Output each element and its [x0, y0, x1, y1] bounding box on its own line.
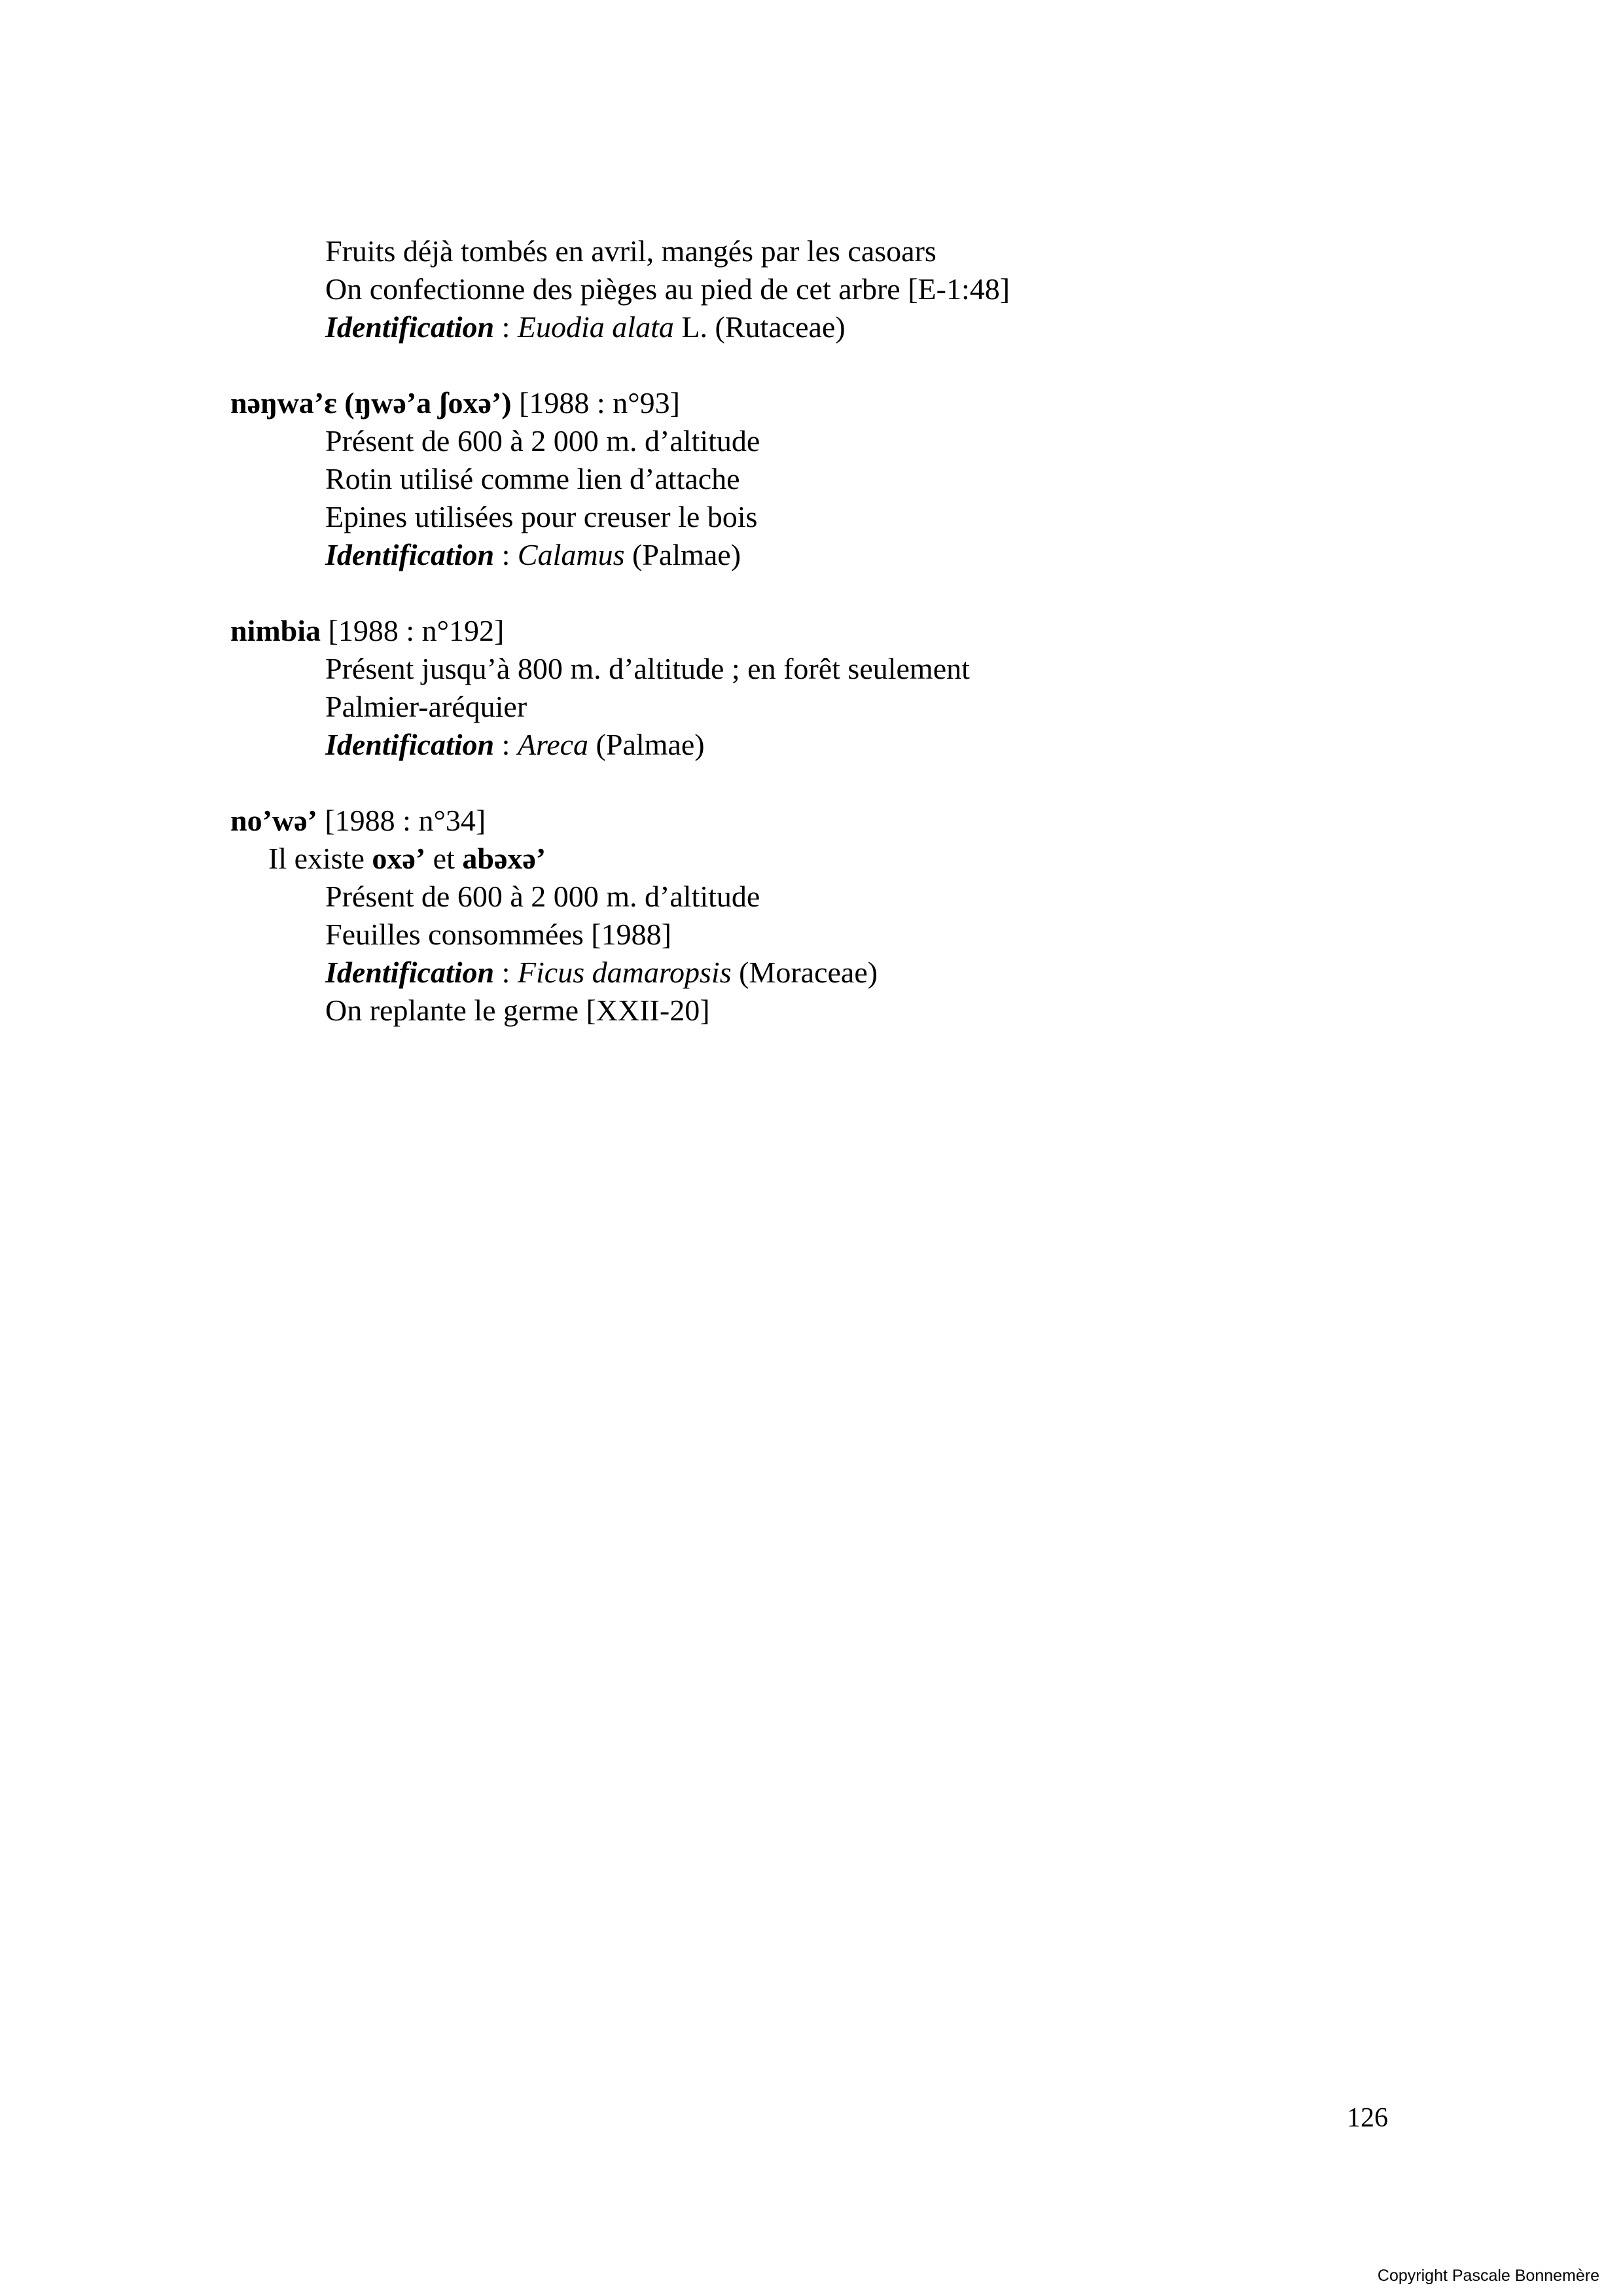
- headword: no’wə’: [230, 804, 317, 837]
- headword: nəŋwa’ɛ (ŋwə’a ʃoxə’): [230, 386, 512, 420]
- headword: nimbia: [230, 614, 321, 647]
- identification-label: Identification: [325, 956, 495, 989]
- family-name: (Palmae): [588, 728, 705, 761]
- identification-line: [325, 308, 846, 346]
- entry-ref: [1988 : n°192]: [321, 614, 505, 647]
- text-line: On replante le germe [XXII-20]: [325, 994, 710, 1027]
- note-text: et: [425, 842, 463, 875]
- species-name: Areca: [517, 728, 589, 761]
- species-name: Euodia alata: [517, 310, 674, 344]
- separator: :: [494, 728, 518, 761]
- entry-heading: [230, 384, 680, 422]
- text-line: Présent jusqu’à 800 m. d’altitude ; en forêt seulement: [325, 652, 970, 685]
- text-line: Fruits déjà tombés en avril, mangés par les casoars: [325, 234, 936, 268]
- page-number: 126: [1347, 2103, 1388, 2133]
- species-name: Calamus: [517, 538, 625, 571]
- text-line: Rotin utilisé comme lien d’attache: [325, 462, 740, 495]
- text-line: Epines utilisées pour creuser le bois: [325, 500, 758, 533]
- text-line: Feuilles consommées [1988]: [325, 918, 671, 951]
- species-name: Ficus damaropsis: [517, 956, 732, 989]
- identification-line: [325, 954, 878, 992]
- identification-label: Identification: [325, 310, 495, 344]
- identification-line: [325, 536, 741, 574]
- variant-note: [268, 840, 546, 878]
- variant-word: abəxə’: [462, 842, 546, 875]
- entry-ref: [1988 : n°34]: [317, 804, 486, 837]
- copyright-notice: Copyright Pascale Bonnemère: [1377, 2267, 1599, 2285]
- note-text: Il existe: [268, 842, 372, 875]
- entry-ref: [1988 : n°93]: [511, 386, 680, 420]
- variant-word: oxə’: [372, 842, 426, 875]
- text-line: Palmier-aréquier: [325, 690, 527, 723]
- family-name: (Palmae): [624, 538, 741, 571]
- entry-heading: [230, 802, 486, 840]
- identification-line: [325, 726, 705, 764]
- separator: :: [494, 538, 518, 571]
- separator: :: [494, 956, 518, 989]
- family-name: L. (Rutaceae): [673, 310, 846, 344]
- family-name: (Moraceae): [731, 956, 878, 989]
- text-line: Présent de 600 à 2 000 m. d’altitude: [325, 880, 760, 913]
- identification-label: Identification: [325, 728, 495, 761]
- text-line: Présent de 600 à 2 000 m. d’altitude: [325, 424, 760, 457]
- identification-label: Identification: [325, 538, 495, 571]
- entry-heading: [230, 612, 504, 650]
- separator: :: [494, 310, 518, 344]
- text-line: On confectionne des pièges au pied de cet arbre [E-1:48]: [325, 272, 1010, 306]
